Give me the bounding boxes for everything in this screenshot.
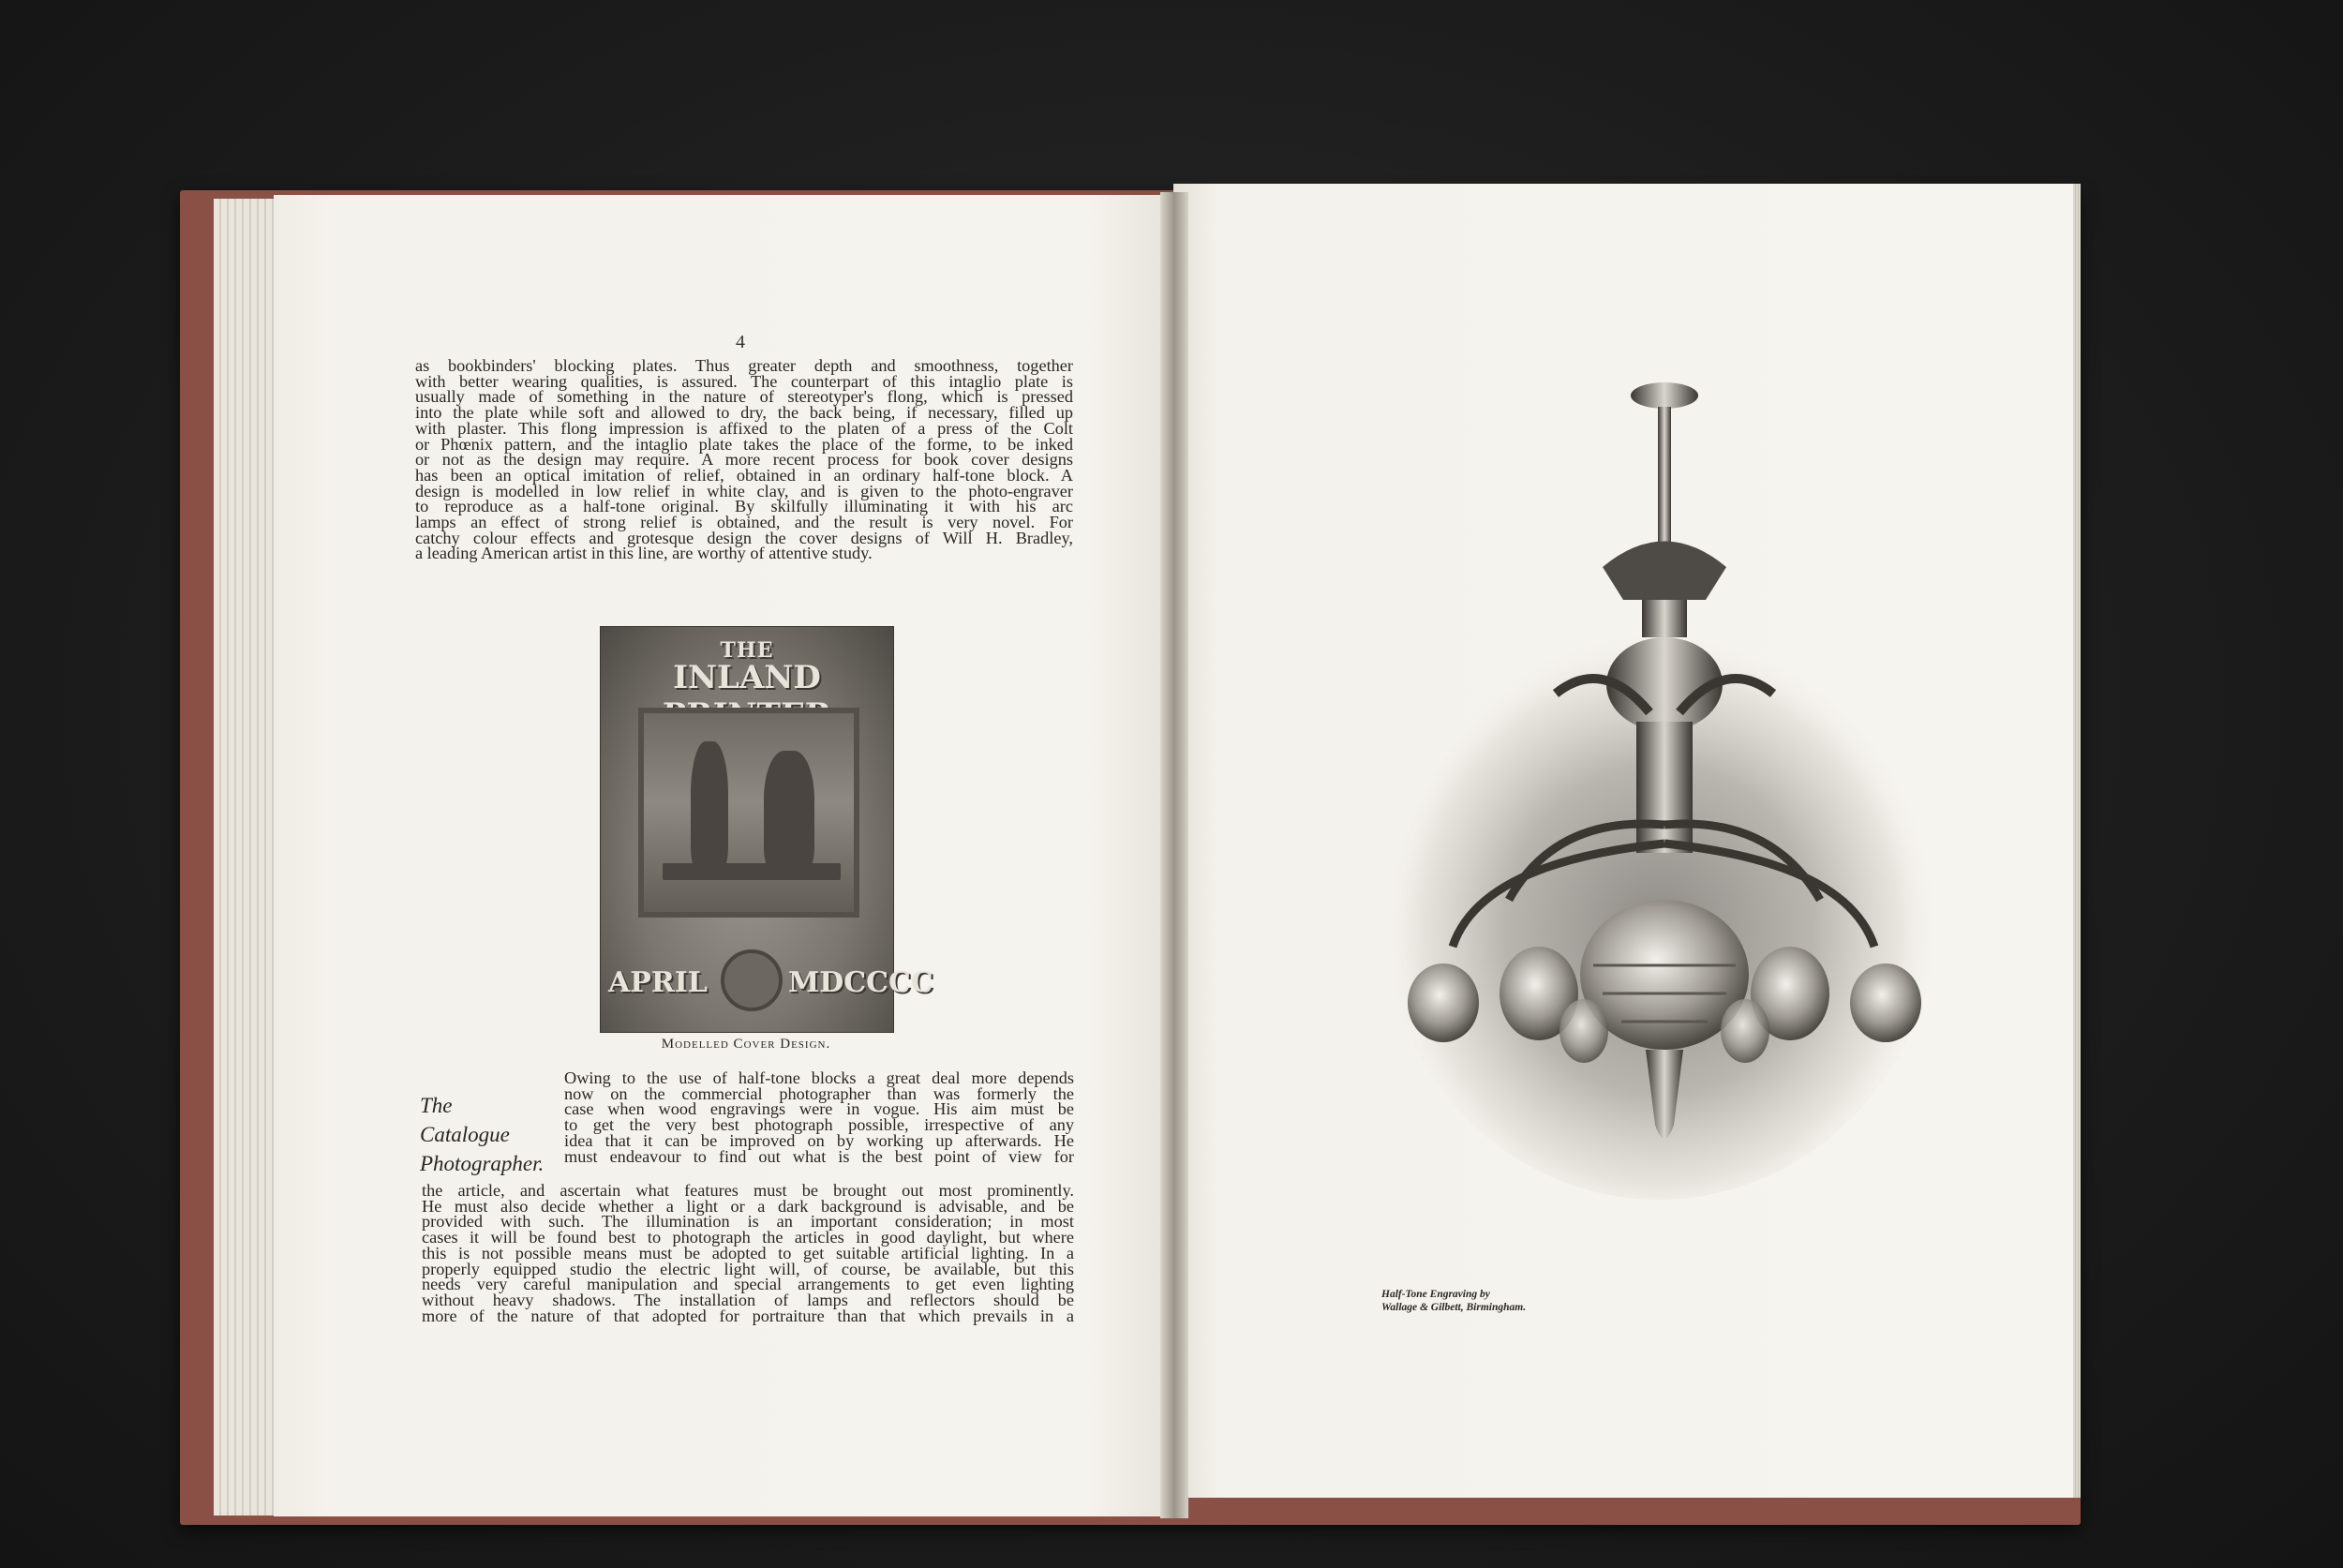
plate-title: INLAND — [673, 659, 821, 696]
text-line: catchy colour effects and grotesque design the cover designs of Will H. Bradley, — [415, 528, 1073, 547]
plate-year: MDCCCC — [788, 966, 933, 999]
lamp-shade — [1560, 999, 1608, 1063]
page-number: 4 — [736, 332, 745, 352]
side-heading-line: The — [420, 1094, 453, 1117]
plate-month: APRIL — [608, 966, 708, 999]
lamp-shade — [1850, 963, 1921, 1042]
modelled-cover-plate — [600, 626, 933, 1033]
plate-title-small: THE — [720, 638, 774, 663]
text-line: to reproduce as a half-tone original. By skilfully illuminating it with his arc — [415, 497, 1073, 516]
chandelier-engraving — [1368, 375, 1949, 1247]
text-line: as bookbinders' blocking plates. Thus greater depth and smoothness, together — [415, 356, 1073, 375]
text-line: with better wearing qualities, is assured. The counterpart of this intaglio plate is — [415, 371, 1073, 391]
text-line: must endeavour to find out what is the best point of view for — [564, 1146, 1074, 1166]
text-line: more of the nature of that adopted for portraiture than that which prevails in a — [422, 1306, 1074, 1325]
paragraph-2-indented — [564, 1070, 1074, 1164]
page-edges-right — [2073, 184, 2081, 1498]
text-line: needs very careful manipulation and special arrangements to get even lighting — [422, 1275, 1074, 1294]
relief-figure-left — [691, 741, 728, 873]
text-line: usually made of something in the nature of stereotyper's flong, which is pressed — [415, 387, 1073, 407]
text-line: into the plate while soft and allowed to dry, the back being, if necessary, filled up — [415, 403, 1073, 423]
relief-figure-right — [764, 751, 814, 873]
text-line: properly equipped studio the electric light will, of course, be available, but this — [422, 1259, 1074, 1278]
crown-ornament — [1603, 542, 1726, 601]
text-line: without heavy shadows. The installation of lamps and reflectors should be — [422, 1290, 1074, 1309]
text-line: lamps an effect of strong relief is obtained, and the result is very novel. For — [415, 513, 1073, 532]
side-heading — [420, 1091, 544, 1178]
relief-table — [663, 863, 841, 880]
plate-caption: Modelled Cover Design. — [661, 1037, 831, 1052]
plate-relief-scene — [638, 708, 859, 918]
page-edges-left — [214, 199, 279, 1516]
text-line: or Phœnix pattern, and the intaglio plate takes the place of the forme, to be inked — [415, 434, 1073, 454]
plate-medallion-icon — [721, 949, 783, 1011]
text-line: design is modelled in low relief in white clay, and is given to the photo-engraver — [415, 481, 1073, 500]
caption-line: Wallage & Gilbett, Birmingham. — [1381, 1302, 1527, 1313]
side-heading-line: Catalogue — [420, 1123, 510, 1146]
caption-line: Half-Tone Engraving by — [1381, 1289, 1490, 1300]
chandelier-caption — [1381, 1288, 1526, 1314]
paragraph-1 — [415, 358, 1073, 561]
paragraph-2 — [422, 1183, 1074, 1323]
text-line: case when wood engravings were in vogue. His aim must be — [564, 1099, 1074, 1119]
text-line: now on the commercial photographer than was formerly the — [564, 1083, 1074, 1103]
book-gutter — [1160, 192, 1188, 1518]
text-line: idea that it can be improved on by working up afterwards. He — [564, 1130, 1074, 1150]
text-line: this is not possible means must be adopted to get suitable artificial lighting. In a — [422, 1243, 1074, 1262]
ceiling-rose — [1631, 382, 1698, 409]
text-line: He must also decide whether a light or a dark background is advisable, and be — [422, 1196, 1074, 1216]
text-line: a leading American artist in this line, are worthy of attentive study. — [415, 544, 873, 563]
text-line: has been an optical imitation of relief, obtained in an ordinary half-tone block. A — [415, 465, 1073, 485]
text-line: or not as the design may require. A more recent process for book cover designs — [415, 450, 1073, 470]
lamp-shade — [1408, 963, 1479, 1042]
text-line: with plaster. This flong impression is affixed to the platen of a press of the Colt — [415, 418, 1073, 438]
text-line: provided with such. The illumination is an important consideration; in most — [422, 1212, 1074, 1232]
text-line: Owing to the use of half-tone blocks a great deal more depends — [564, 1068, 1074, 1087]
lamp-shade — [1721, 999, 1769, 1063]
text-line: cases it will be found best to photograph the articles in good daylight, but where — [422, 1228, 1074, 1247]
text-line: the article, and ascertain what features must be brought out most prominently. — [422, 1181, 1074, 1200]
text-line: to get the very best photograph possible, irrespective of any — [564, 1115, 1074, 1135]
side-heading-line: Photographer. — [420, 1152, 545, 1175]
